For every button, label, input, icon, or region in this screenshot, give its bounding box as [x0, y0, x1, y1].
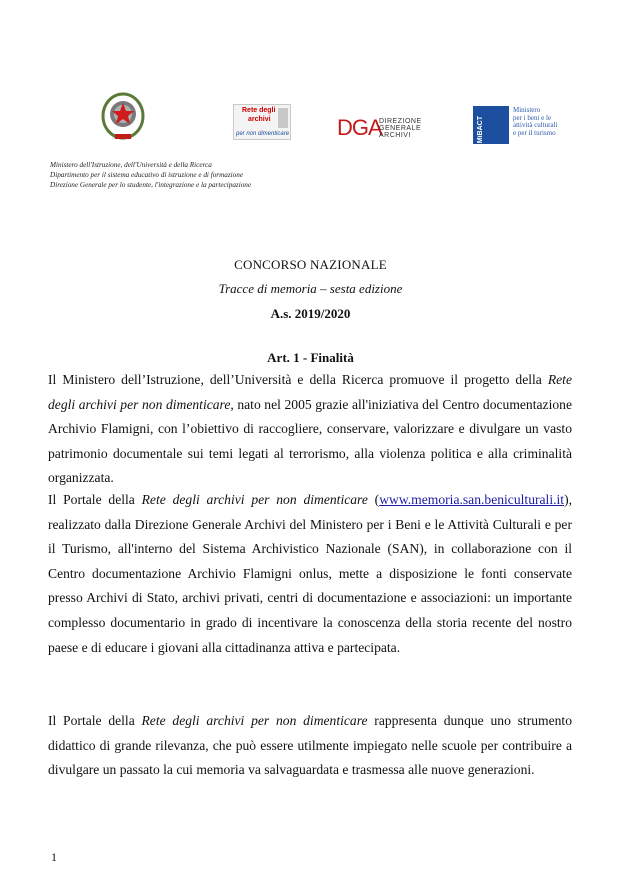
school-year: A.s. 2019/2020: [270, 306, 351, 321]
ministry-line: Direzione Generale per lo studente, l'integrazione e la partecipazione: [50, 181, 252, 189]
article-heading: Art. 1 - Finalità: [267, 350, 354, 365]
italian-republic-emblem-icon: [100, 88, 146, 142]
ministry-header: [50, 160, 251, 190]
dga-logo: DGA DIREZIONE GENERALE ARCHIVI: [337, 115, 422, 140]
portal-link[interactable]: www.memoria.san.beniculturali.it: [379, 492, 565, 507]
ministry-line: Ministero dell'Istruzione, dell'Università e della Ricerca: [50, 161, 212, 169]
rete-degli-archivi-logo: Rete degli archivi per non dimenticare: [233, 104, 291, 140]
page-number: 1: [51, 850, 57, 864]
mibact-logo: MiBACT Ministero per i beni e le attività culturali e per il turismo: [473, 106, 563, 146]
paragraph-3: Il Portale della Rete degli archivi per non dimenticare rappresenta dunque uno strumento didattico di grande rilevanza, che può essere utilmente impiegato nelle scuole per contribuire a divulgare un passato la cui memoria va salvaguardata e trasmessa alle nuove generazioni.: [48, 713, 572, 778]
paragraph-1: Il Ministero dell’Istruzione, dell’Università e della Ricerca promuove il progetto della Rete degli archivi per non dimenticare, nato nel 2005 grazie all'iniziativa del Centro documentazione Archivio Flamigni, con l’obiettivo di raccogliere, conservare, valorizzare e divulgare un vasto patrimonio documentale sui temi legati al terrorismo, alla violenza politica e alla criminalità organizzata.: [48, 372, 572, 486]
document-subtitle: Tracce di memoria – sesta edizione: [218, 281, 403, 296]
paragraph-2: Il Portale della Rete degli archivi per non dimenticare (www.memoria.san.beniculturali.it), realizzato dalla Direzione Generale Archivi del Ministero per i Beni e le Attività Culturali e per il Turismo, all'interno del Sistema Archivistico Nazionale (SAN), in collaborazione con il Centro documentazione Archivio Flamigni onlus, mette a disposizione le fonti conservate presso Archivi di Stato, archivi privati, centri di documentazione e associazioni: un importante complesso documentario in grado di incentivare la conoscenza della storia recente del nostro paese e di educare i giovani alla cittadinanza attiva e partecipata.: [48, 492, 572, 655]
ministry-line: Dipartimento per il sistema educativo di istruzione e di formazione: [50, 171, 244, 179]
document-title: CONCORSO NAZIONALE: [234, 257, 387, 272]
